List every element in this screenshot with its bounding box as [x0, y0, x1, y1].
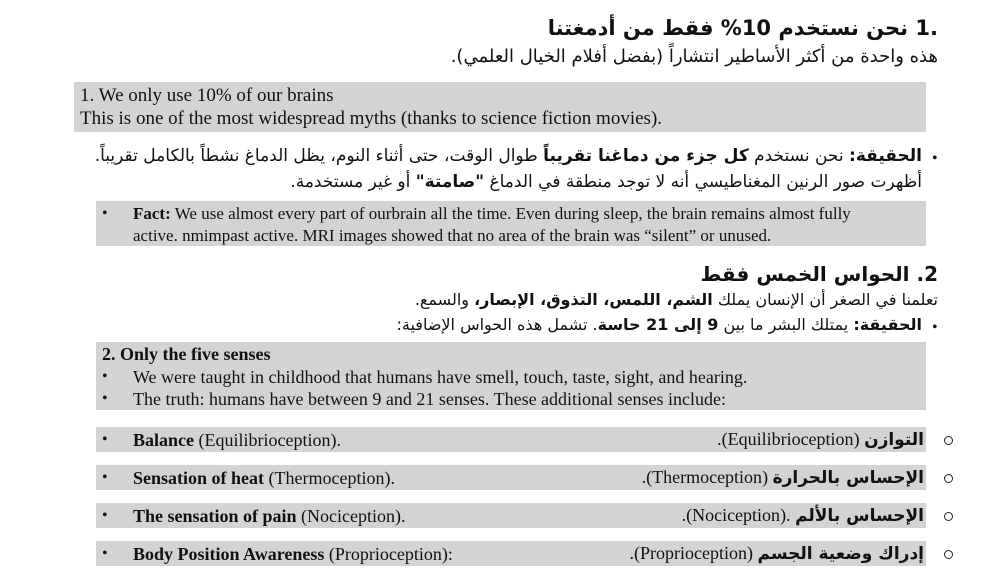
s2-arabic-sub-a: تعلمنا في الصغر أن الإنسان يملك: [717, 290, 938, 309]
sense-english-bold: Balance: [133, 430, 194, 450]
sense-english: [133, 467, 395, 490]
s1-arabic-fact-bullet: •: [932, 150, 938, 167]
s1-arabic-fact-line1: [95, 146, 922, 166]
s2-arabic-sub-b: الشم، اللمس، التذوق، الإبصار،: [474, 290, 713, 309]
s2-arabic-truth-a: يمتلك البشر ما بين: [723, 315, 849, 334]
sense-arabic-rest: .(Nociception).: [681, 505, 796, 525]
s2-english-title: 2. Only the five senses: [102, 344, 271, 364]
circle-bullet-icon: [944, 550, 953, 559]
sense-english: [133, 429, 341, 452]
sense-bullet: •: [102, 545, 108, 562]
s2-english-bullet1: •: [102, 368, 108, 385]
s1-english-fact-line1: [133, 203, 851, 224]
sense-english-bold: The sensation of pain: [133, 506, 297, 526]
sense-english: [133, 543, 453, 566]
s1-arabic-fact-b: كل جزء من دماغنا تقريباً: [543, 146, 749, 166]
s1-english-fact-text1: We use almost every part of ourbrain all the time. Even during sleep, the brain remains almost fully: [174, 204, 851, 223]
s1-arabic-fact2-a: أظهرت صور الرنين المغناطيسي أنه لا توجد منطقة في الدماغ: [489, 172, 922, 192]
s1-english-fact-bullet: •: [102, 205, 108, 222]
s2-arabic-truth-c: . تشمل هذه الحواس الإضافية:: [396, 315, 598, 334]
s1-english-title: 1. We only use 10% of our brains: [80, 85, 334, 106]
sense-bullet: •: [102, 431, 108, 448]
sense-bullet: •: [102, 507, 108, 524]
sense-arabic-bold: الإحساس بالحرارة: [772, 468, 924, 488]
s1-english-fact-line2: active. nmimpast active. MRI images showed that no area of the brain was “silent” or unused.: [133, 226, 772, 245]
s2-arabic-subtitle: [415, 290, 938, 309]
sense-arabic: [682, 505, 924, 526]
s1-arabic-heading-num: .1: [915, 16, 938, 40]
s1-english-subtitle: This is one of the most widespread myths (thanks to science fiction movies).: [80, 108, 663, 129]
s2-arabic-truth-bullet: •: [932, 319, 938, 336]
s2-english-bullet2: •: [102, 390, 108, 407]
sense-english-rest: (Equilibrioception).: [194, 430, 341, 450]
s2-arabic-truth-b: 9 إلى 21 حاسة: [597, 315, 719, 334]
s1-arabic-fact-line2: [290, 172, 922, 192]
s1-arabic-heading-text: نحن نستخدم 10% فقط من أدمغتنا: [547, 16, 909, 40]
sense-arabic-bold: إدراك وضعية الجسم: [757, 544, 924, 564]
s2-arabic-heading: 2. الحواس الخمس فقط: [700, 262, 938, 286]
sense-arabic-rest: (Equilibrioception).: [717, 429, 865, 449]
sense-english: [133, 505, 406, 528]
s1-arabic-heading: [548, 16, 938, 40]
sense-arabic-rest: (Thermoception).: [641, 467, 773, 487]
s2-arabic-truth: [397, 315, 923, 334]
s2-english-line1: We were taught in childhood that humans have smell, touch, taste, sight, and hearing.: [133, 367, 748, 387]
sense-english-bold: Sensation of heat: [133, 468, 265, 488]
sense-arabic-bold: الإحساس بالألم: [795, 506, 924, 526]
sense-arabic: [642, 467, 924, 488]
circle-bullet-icon: [944, 436, 953, 445]
sense-english-rest: (Thermoception).: [264, 468, 395, 488]
sense-english-bold: Body Position Awareness: [133, 544, 325, 564]
sense-arabic-bold: التوازن: [864, 430, 924, 450]
sense-arabic: [630, 543, 925, 564]
sense-bullet: •: [102, 469, 108, 486]
circle-bullet-icon: [944, 474, 953, 483]
s2-arabic-sub-c: والسمع.: [414, 290, 469, 309]
s1-arabic-subtitle: هذه واحدة من أكثر الأساطير انتشاراً (بفضل أفلام الخيال العلمي).: [450, 46, 938, 67]
sense-english-rest: (Proprioception):: [324, 544, 453, 564]
s2-english-line2: The truth: humans have between 9 and 21 senses. These additional senses include:: [133, 389, 727, 409]
sense-arabic: [717, 429, 924, 450]
s1-arabic-fact2-b: "صامتة": [415, 172, 485, 192]
s1-arabic-fact-a: نحن نستخدم: [754, 146, 844, 166]
sense-english-rest: (Nociception).: [296, 506, 406, 526]
s1-english-fact-label: Fact:: [133, 204, 171, 223]
circle-bullet-icon: [944, 512, 953, 521]
s1-arabic-fact2-c: أو غير مستخدمة.: [290, 172, 411, 192]
s1-arabic-fact-label: الحقيقة:: [849, 146, 922, 166]
s2-arabic-truth-label: الحقيقة:: [853, 315, 922, 334]
sense-arabic-rest: (Proprioception).: [629, 543, 758, 563]
s1-arabic-fact-c: طوال الوقت، حتى أثناء النوم، يظل الدماغ نشطاً بالكامل تقريباً.: [94, 146, 538, 166]
